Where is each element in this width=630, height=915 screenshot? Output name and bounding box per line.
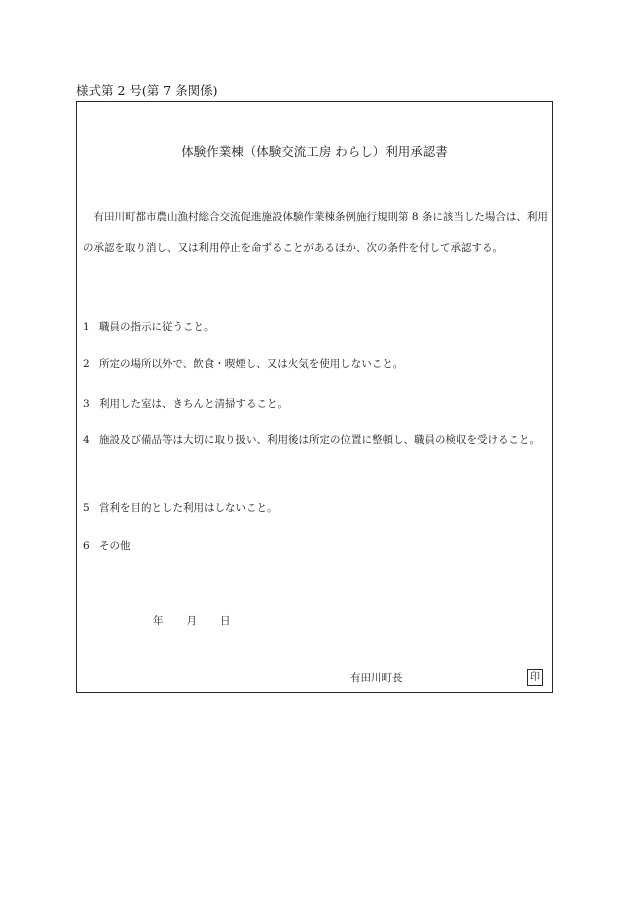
date-month: 月 — [186, 615, 197, 627]
mayor-signature: 有田川町長 — [350, 672, 403, 684]
condition-item: 1 職員の指示に従うこと。 — [83, 321, 215, 333]
intro-paragraph: 有田川町都市農山漁村総合交流促進施設体験作業棟条例施行規則第 8 条に該当した場合は、利用の承認を取り消し、又は利用停止を命ずることがあるほか、次の条件を付して承認する。 — [83, 211, 548, 254]
form-number-label: 様式第 2 号(第 7 条関係) — [76, 83, 218, 98]
condition-item: 4 施設及び備品等は大切に取り扱い、利用後は所定の位置に整頓し、職員の検収を受けること。 — [83, 434, 540, 446]
condition-item: 2 所定の場所以外で、飲食・喫煙し、又は火気を使用しないこと。 — [83, 358, 404, 370]
approval-form-frame — [76, 101, 553, 693]
condition-item: 5 営利を目的とした利用はしないこと。 — [83, 502, 278, 514]
condition-item: 3 利用した室は、きちんと清掃すること。 — [83, 398, 288, 410]
condition-item: 6 その他 — [83, 540, 131, 552]
date-line — [153, 613, 231, 629]
date-year: 年 — [153, 615, 164, 627]
document-title: 体験作業棟（体験交流工房 わらし）利用承認書 — [181, 144, 448, 159]
date-day: 日 — [220, 615, 231, 627]
seal-box: 印 — [527, 669, 543, 686]
